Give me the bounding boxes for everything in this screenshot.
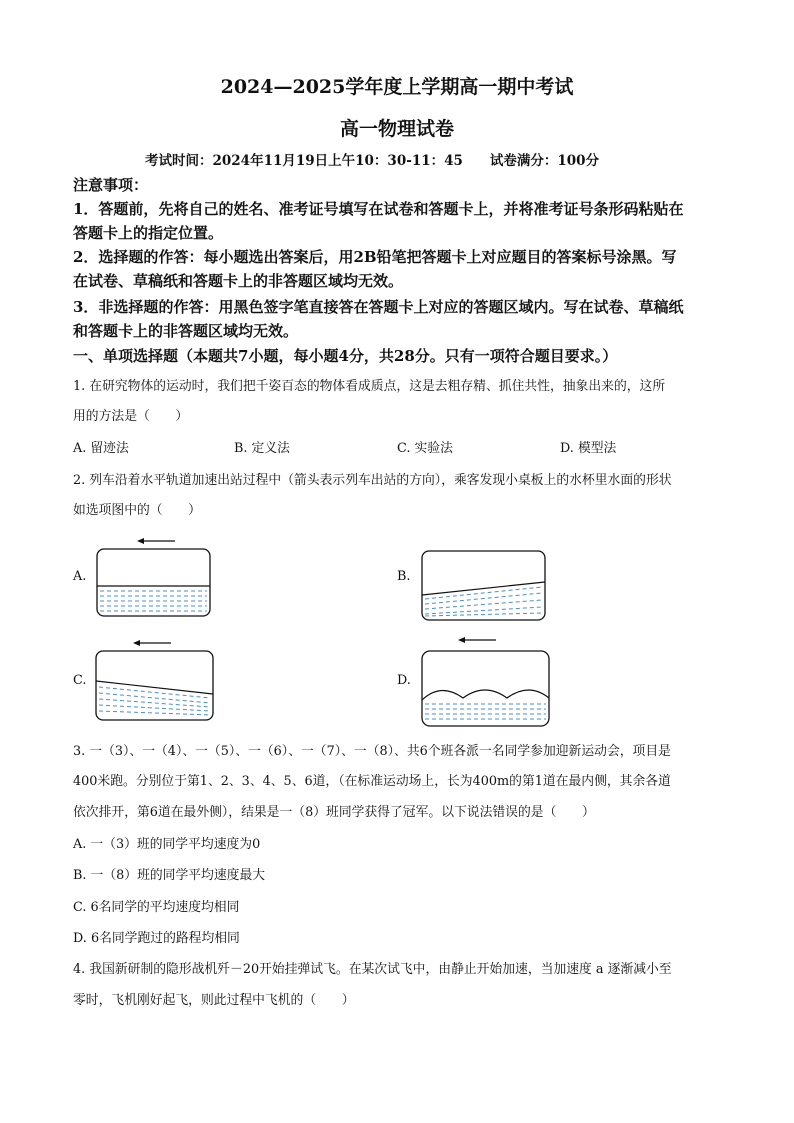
- q1-stem: 1. 在研究物体的运动时，我们把千姿百态的物体看成质点，这是去粗存精、抓住共性，抽象出来的，这所: [73, 379, 666, 394]
- q3-option-a: A. 一（3）班的同学平均速度为0: [73, 837, 261, 852]
- note-item-3: 3．非选择题的作答：用黑色签字笔直接答在答题卡上对应的答题区域内。写在试卷、草稿纸: [73, 298, 684, 316]
- q1-stem-cont: 用的方法是（ ）: [73, 409, 189, 424]
- q3-stem-cont-1: 400米跑。分别位于第1、2、3、4、5、6道，（在标准运动场上，长为400m的第1道在最内侧，其余各道: [73, 774, 671, 789]
- q2-stem-cont: 如选项图中的（ ）: [73, 503, 201, 518]
- direction-arrow-icon: [137, 530, 177, 549]
- q1-option-d: D. 模型法: [560, 441, 617, 456]
- cup-figure-c: [95, 650, 215, 722]
- q3-option-d: D. 6名同学跑过的路程均相同: [73, 931, 240, 946]
- q2-option-b-label: B.: [397, 569, 411, 584]
- cup-figure-b: [421, 550, 547, 622]
- q1-option-a: A. 留迹法: [73, 441, 129, 456]
- q3-option-b: B. 一（8）班的同学平均速度最大: [73, 868, 266, 883]
- q4-stem-cont: 零时，飞机刚好起飞，则此过程中飞机的（ ）: [73, 993, 355, 1008]
- cup-figure-d: [421, 650, 551, 728]
- direction-arrow-icon: [133, 632, 173, 651]
- q1-option-b: B. 定义法: [234, 441, 290, 456]
- q2-option-d-label: D.: [397, 673, 411, 688]
- q3-stem: 3. 一（3）、一（4）、一（5）、一（6）、一（7）、一（8）、共6个班各派一名同学参加迎新运动会，项目是: [73, 744, 671, 759]
- q1-option-c: C. 实验法: [397, 441, 453, 456]
- exam-info: 考试时间：2024年11月19日上午10：30-11：45 试卷满分：100分: [145, 153, 600, 169]
- note-item-1: 1．答题前，先将自己的姓名、准考证号填写在试卷和答题卡上，并将准考证号条形码粘贴在: [73, 200, 684, 218]
- note-item-1-cont: 答题卡上的指定位置。: [73, 224, 224, 242]
- note-item-2-cont: 在试卷、草稿纸和答题卡上的非答题区域均无效。: [73, 272, 404, 290]
- q4-stem: 4. 我国新研制的隐形战机歼－20开始挂弹试飞。在某次试飞中，由静止开始加速，当加速度 a 逐渐减小至: [73, 962, 672, 977]
- direction-arrow-icon: [458, 629, 498, 648]
- notes-heading: 注意事项：: [73, 176, 149, 194]
- exam-subtitle: 高一物理试卷: [339, 118, 454, 140]
- section-heading: 一、单项选择题（本题共7小题，每小题4分，共28分。只有一项符合题目要求。）: [73, 347, 618, 365]
- cup-figure-a: [96, 548, 212, 618]
- q3-option-c: C. 6名同学的平均速度均相同: [73, 900, 240, 915]
- q3-stem-cont-2: 依次排开，第6道在最外侧），结果是一（8）班同学获得了冠军。以下说法错误的是（ ）: [73, 805, 595, 820]
- note-item-2: 2．选择题的作答：每小题选出答案后，用2B铅笔把答题卡上对应题目的答案标号涂黑。写: [73, 248, 677, 266]
- q2-option-a-label: A.: [73, 569, 87, 584]
- q2-stem: 2. 列车沿着水平轨道加速出站过程中（箭头表示列车出站的方向），乘客发现小桌板上的水杯里水面的形状: [73, 473, 672, 488]
- note-item-3-cont: 和答题卡上的非答题区域均无效。: [73, 322, 299, 340]
- exam-title: 2024—2025学年度上学期高一期中考试: [220, 76, 574, 98]
- q2-option-c-label: C.: [73, 673, 87, 688]
